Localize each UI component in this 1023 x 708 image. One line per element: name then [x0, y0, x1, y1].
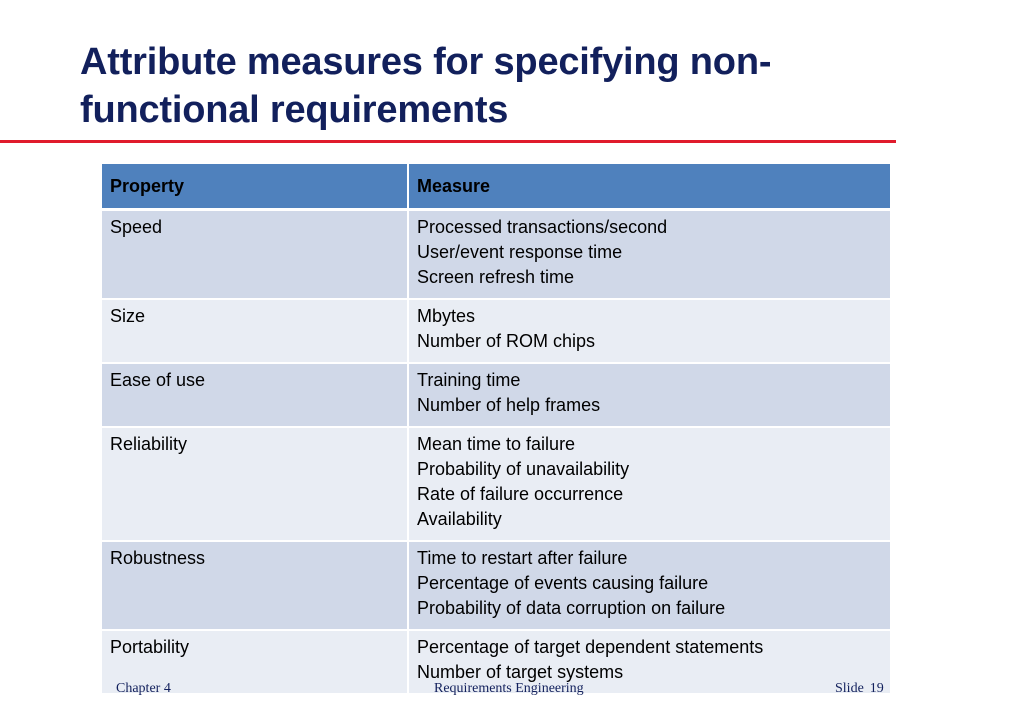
- measure-cell: [407, 364, 890, 428]
- property-cell: Reliability: [102, 428, 407, 542]
- measure-item: Probability of data corruption on failure: [417, 598, 726, 618]
- attribute-measures-table: [102, 164, 890, 695]
- measure-item: Time to restart after failure: [417, 548, 628, 568]
- slide-title-line-1: Attribute measures for specifying non-: [80, 41, 772, 83]
- table-row: [102, 542, 890, 631]
- measure-item: Rate of failure occurrence: [417, 484, 624, 504]
- measure-item: Percentage of events causing failure: [417, 573, 709, 593]
- measure-cell: [407, 211, 890, 300]
- footer-course-title: Requirements Engineering: [434, 681, 584, 696]
- measure-cell: [407, 300, 890, 364]
- measure-item: Percentage of target dependent statements: [417, 637, 764, 657]
- measure-item: Number of help frames: [417, 395, 601, 415]
- slide-title-line-2: functional requirements: [80, 89, 509, 131]
- measure-item: Mean time to failure: [417, 434, 576, 454]
- title-divider: [0, 140, 896, 143]
- property-cell: Ease of use: [102, 364, 407, 428]
- property-cell: Size: [102, 300, 407, 364]
- measure-item: Screen refresh time: [417, 267, 575, 287]
- measure-item: Availability: [417, 509, 502, 529]
- footer-chapter: Chapter 4: [116, 681, 171, 696]
- measure-cell: [407, 542, 890, 631]
- column-header-measure: Measure: [407, 164, 890, 211]
- slide-label: Slide: [835, 681, 864, 696]
- footer-slide-number: [835, 680, 884, 698]
- measure-item: Mbytes: [417, 306, 476, 326]
- measure-item: User/event response time: [417, 242, 623, 262]
- column-header-property: Property: [102, 164, 407, 211]
- slide-title: [80, 38, 910, 134]
- measure-cell: [407, 428, 890, 542]
- measure-item: Probability of unavailability: [417, 459, 630, 479]
- table-row: [102, 300, 890, 364]
- property-cell: Portability: [102, 631, 407, 695]
- measure-item: Number of ROM chips: [417, 331, 596, 351]
- measure-item: Training time: [417, 370, 521, 390]
- slide-number: 19: [869, 681, 884, 696]
- table-row: [102, 428, 890, 542]
- measure-item: Processed transactions/second: [417, 217, 668, 237]
- property-cell: Robustness: [102, 542, 407, 631]
- table-row: [102, 211, 890, 300]
- table-header-row: [102, 164, 890, 211]
- measure-item: Number of target systems: [417, 662, 624, 682]
- property-cell: Speed: [102, 211, 407, 300]
- table-row: [102, 364, 890, 428]
